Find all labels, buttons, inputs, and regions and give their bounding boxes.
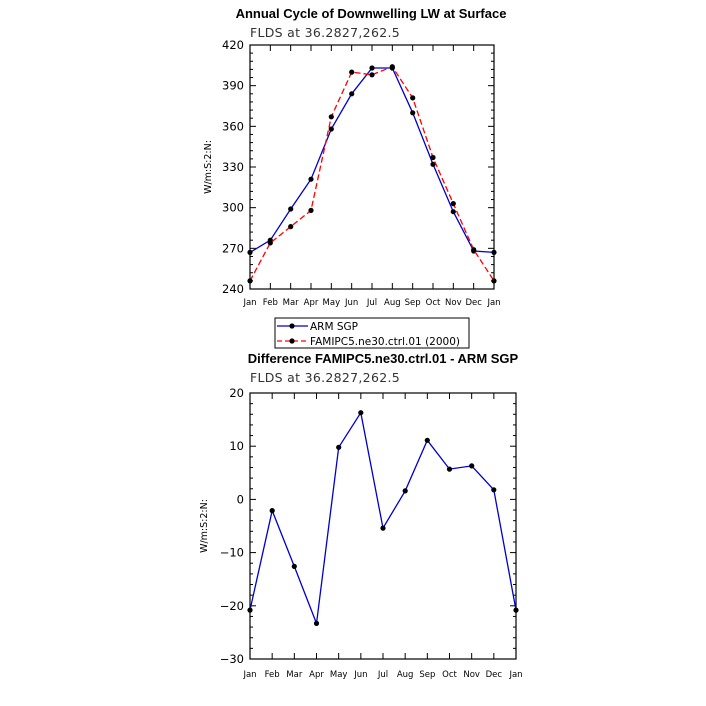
data-point: [380, 526, 385, 531]
data-point: [270, 508, 275, 513]
data-point: [451, 209, 456, 214]
y-tick-label: 390: [222, 78, 244, 93]
data-point: [308, 208, 313, 213]
x-tick-label: Nov: [445, 298, 462, 308]
x-tick-label: Sep: [404, 298, 421, 308]
data-point: [329, 114, 334, 119]
x-tick-label: Oct: [425, 298, 441, 308]
x-tick-label: Jan: [487, 298, 501, 308]
x-tick-label: Feb: [262, 298, 278, 308]
data-point: [268, 240, 273, 245]
data-point: [308, 177, 313, 182]
chart-title: Difference FAMIPC5.ne30.ctrl.01 - ARM SGP: [247, 351, 519, 366]
series-line-0: [250, 68, 494, 252]
data-point: [451, 201, 456, 206]
data-point: [447, 467, 452, 472]
y-tick-label: 360: [222, 119, 244, 134]
legend-marker-arm: [289, 323, 294, 328]
data-point: [491, 250, 496, 255]
data-point: [513, 608, 518, 613]
data-point: [358, 410, 363, 415]
y-tick-label: −20: [219, 598, 244, 613]
y-tick-label: 0: [236, 492, 244, 507]
data-point: [349, 70, 354, 75]
x-tick-label: Apr: [303, 298, 319, 308]
x-tick-label: Nov: [463, 670, 480, 680]
x-tick-label: Mar: [286, 670, 303, 680]
x-tick-label: Sep: [419, 670, 436, 680]
y-tick-label: 420: [222, 38, 244, 52]
y-tick-label: 300: [222, 200, 244, 215]
x-tick-label: Mar: [282, 298, 299, 308]
data-point: [471, 247, 476, 252]
data-point: [469, 463, 474, 468]
x-tick-label: Aug: [384, 298, 401, 308]
series-line-0: [250, 413, 516, 624]
y-tick-label: 240: [222, 282, 244, 296]
difference-chart: [199, 351, 523, 680]
x-tick-label: Jan: [243, 298, 257, 308]
legend-label-arm: ARM SGP: [310, 321, 359, 333]
data-point: [410, 110, 415, 115]
data-point: [288, 206, 293, 211]
legend-marker-model: [289, 338, 294, 343]
x-tick-label: Feb: [264, 670, 280, 680]
data-point: [349, 91, 354, 96]
x-tick-label: Jan: [243, 670, 257, 680]
x-tick-label: Jan: [509, 670, 523, 680]
x-tick-label: Jul: [377, 670, 389, 680]
y-axis-label: W/m:S:2:N:: [203, 140, 214, 194]
chart-subtitle: FLDS at 36.2827,262.5: [250, 370, 400, 385]
chart-subtitle: FLDS at 36.2827,262.5: [250, 25, 400, 40]
data-point: [491, 278, 496, 283]
chart-title: Annual Cycle of Downwelling LW at Surface: [235, 6, 507, 21]
data-point: [247, 250, 252, 255]
x-tick-label: May: [329, 670, 348, 680]
x-tick-label: Jul: [366, 298, 378, 308]
x-tick-label: Jun: [345, 298, 359, 308]
data-point: [369, 72, 374, 77]
x-tick-label: Dec: [465, 298, 482, 308]
series-line-1: [250, 67, 494, 281]
x-tick-label: Oct: [442, 670, 457, 680]
data-point: [369, 65, 374, 70]
annual-cycle-chart: [203, 6, 506, 348]
y-tick-label: 330: [222, 160, 244, 174]
plot-frame: [250, 45, 494, 289]
y-tick-label: 270: [222, 241, 244, 256]
data-point: [292, 564, 297, 569]
legend: [275, 318, 469, 348]
data-point: [314, 621, 319, 626]
x-tick-label: Aug: [396, 670, 414, 680]
data-point: [425, 438, 430, 443]
data-point: [390, 64, 395, 69]
x-tick-label: Jun: [354, 670, 368, 680]
data-point: [491, 487, 496, 492]
data-point: [247, 608, 252, 613]
data-point: [247, 278, 252, 283]
y-axis-label: W/m:S:2:N:: [199, 499, 210, 553]
data-point: [430, 155, 435, 160]
y-tick-label: −10: [219, 545, 244, 560]
y-tick-label: 20: [229, 386, 244, 400]
x-tick-label: Dec: [485, 670, 503, 680]
y-tick-label: 10: [229, 439, 244, 454]
data-point: [336, 445, 341, 450]
data-point: [410, 95, 415, 100]
y-tick-label: −30: [219, 652, 244, 666]
data-point: [403, 488, 408, 493]
data-point: [288, 224, 293, 229]
legend-label-model: FAMIPC5.ne30.ctrl.01 (2000): [310, 336, 460, 348]
x-tick-label: May: [322, 298, 341, 308]
x-tick-label: Apr: [309, 670, 324, 680]
